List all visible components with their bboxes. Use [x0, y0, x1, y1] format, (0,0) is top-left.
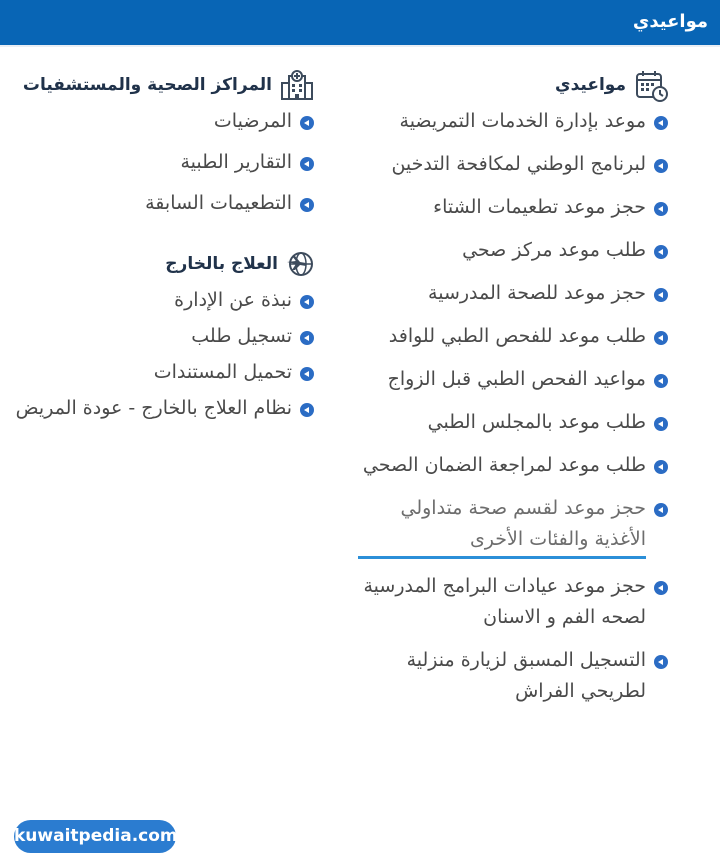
- appointments-title: مواعيدي: [555, 75, 626, 95]
- calendar-clock-icon: [634, 68, 668, 102]
- appointment-link-smoking[interactable]: لبرنامج الوطني لمكافحة التدخين: [358, 149, 668, 180]
- appointment-link-dental[interactable]: حجز موعد عيادات البرامج المدرسية لصحه الفم و الاسنان: [358, 571, 668, 633]
- health-centers-header: [14, 68, 314, 102]
- arrow-circle-icon: [654, 581, 668, 595]
- watermark-badge: kuwaitpedia.com: [14, 820, 176, 853]
- link-sick-leaves[interactable]: المرضيات: [14, 106, 314, 137]
- treatment-abroad-title: العلاج بالخارج: [165, 254, 278, 274]
- health-centers-title: المراكز الصحية والمستشفيات: [22, 75, 272, 95]
- arrow-circle-icon: [654, 159, 668, 173]
- arrow-circle-icon: [300, 295, 314, 309]
- appointment-link-winter-vaccines[interactable]: حجز موعد تطعيمات الشتاء: [358, 192, 668, 223]
- appointment-link-health-insurance[interactable]: طلب موعد لمراجعة الضمان الصحي: [358, 450, 668, 481]
- appointments-header: [358, 68, 668, 102]
- arrow-circle-icon: [654, 460, 668, 474]
- header-title: مواعيدي: [632, 11, 708, 32]
- header-divider: [0, 45, 720, 47]
- link-treatment-abroad-system[interactable]: نظام العلاج بالخارج - عودة المريض: [14, 393, 314, 424]
- appointment-link-premarital[interactable]: مواعيد الفحص الطبي قبل الزواج: [358, 364, 668, 395]
- arrow-circle-icon: [654, 374, 668, 388]
- arrow-circle-icon: [654, 202, 668, 216]
- appointment-link-medical-council[interactable]: طلب موعد بالمجلس الطبي: [358, 407, 668, 438]
- link-previous-vaccinations[interactable]: التطعيمات السابقة: [14, 188, 314, 219]
- appointment-link-home-visit[interactable]: التسجيل المسبق لزيارة منزلية لطريحي الفراش: [358, 645, 668, 707]
- arrow-circle-icon: [654, 288, 668, 302]
- treatment-abroad-header: [14, 247, 314, 281]
- globe-plane-icon: [286, 250, 314, 278]
- appointments-section: [358, 68, 668, 707]
- arrow-circle-icon: [654, 331, 668, 345]
- appointment-link-food-handlers[interactable]: حجز موعد لقسم صحة متداولي الأغذية والفئات الأخرى: [358, 493, 668, 559]
- arrow-circle-icon: [654, 655, 668, 669]
- arrow-circle-icon: [654, 503, 668, 517]
- arrow-circle-icon: [654, 116, 668, 130]
- appointment-link-school-health[interactable]: حجز موعد للصحة المدرسية: [358, 278, 668, 309]
- arrow-circle-icon: [300, 403, 314, 417]
- arrow-circle-icon: [300, 157, 314, 171]
- link-register-request[interactable]: تسجيل طلب: [14, 321, 314, 352]
- arrow-circle-icon: [300, 116, 314, 130]
- top-bar: [0, 0, 720, 47]
- arrow-circle-icon: [300, 198, 314, 212]
- link-medical-reports[interactable]: التقارير الطبية: [14, 147, 314, 178]
- hospital-building-icon: [280, 68, 314, 102]
- link-upload-documents[interactable]: تحميل المستندات: [14, 357, 314, 388]
- appointment-link-nursing[interactable]: موعد بإدارة الخدمات التمريضية: [358, 106, 668, 137]
- link-about-department[interactable]: نبذة عن الإدارة: [14, 285, 314, 316]
- arrow-circle-icon: [300, 367, 314, 381]
- appointment-link-health-center[interactable]: طلب موعد مركز صحي: [358, 235, 668, 266]
- arrow-circle-icon: [654, 245, 668, 259]
- arrow-circle-icon: [300, 331, 314, 345]
- arrow-circle-icon: [654, 417, 668, 431]
- appointment-link-expat-exam[interactable]: طلب موعد للفحص الطبي للوافد: [358, 321, 668, 352]
- health-centers-section: [14, 68, 314, 424]
